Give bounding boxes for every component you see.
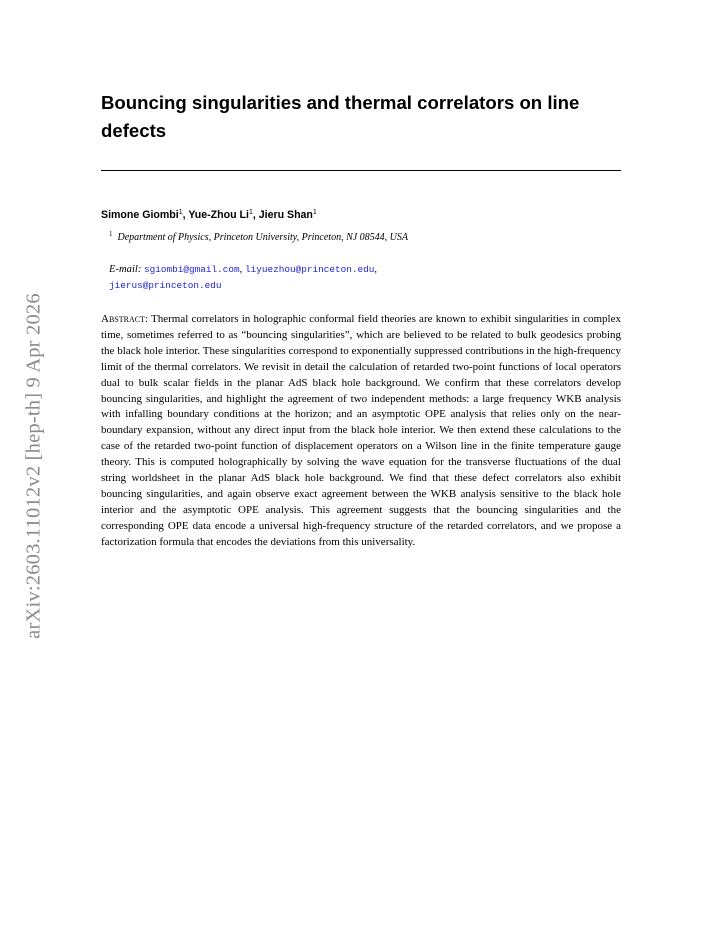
author-name: Jieru Shan xyxy=(258,209,313,221)
abstract-heading: Abstract: xyxy=(101,313,149,325)
arxiv-identifier: arXiv:2603.11012v2 [hep-th] 9 Apr 2026 xyxy=(22,293,45,639)
email-block xyxy=(109,262,529,294)
arxiv-stamp xyxy=(14,262,54,670)
email-label: E-mail: xyxy=(109,264,142,275)
author-separator: , xyxy=(182,209,189,221)
author-affiliation-mark: 1 xyxy=(178,209,183,216)
abstract xyxy=(101,312,621,551)
affiliation-mark: 1 xyxy=(109,230,113,238)
affiliation-text: Department of Physics, Princeton University, Princeton, NJ 08544, USA xyxy=(117,232,409,243)
email-link[interactable]: sgiombi@gmail.com xyxy=(144,264,240,275)
author-separator: , xyxy=(252,209,259,221)
abstract-text: Thermal correlators in holographic conformal field theories are known to exhibit singularities in complex time, sometimes referred to as “bouncing singularities”, which are believed to be related to bulk geodesics probing the black hole interior. These singularities correspond to exponentially suppressed contributions in the high-frequency limit of the thermal correlators. We revisit in detail the calculation of retarded two-point functions of local operators dual to bulk scalar fields in the planar AdS black hole background. We confirm that these correlators develop bouncing singularities, and highlight the agreement of two independent methods: a large frequency WKB analysis with infalling boundary conditions at the horizon; and an asymptotic OPE analysis that relies only on the near-boundary expansion, without any direct input from the black hole interior. We then extend these calculations to the case of the retarded two-point function of displacement operators on a Wilson line in the finite temperature gauge theory. This is computed holographically by solving the wave equation for the transverse fluctuations of the dual string worldsheet in the planar AdS black hole background. We find that these defect correlators also exhibit bouncing singularities, and again observe exact agreement between the WKB analysis sensitive to the black hole interior and the asymptotic OPE analysis. This agreement suggests that the bouncing singularities and the corresponding OPE data encode a universal high-frequency structure of the retarded correlators, and we propose a factorization formula that encodes the deviations from this universality. xyxy=(101,313,621,548)
author-name: Yue-Zhou Li xyxy=(188,209,249,221)
author-list xyxy=(101,208,317,222)
email-separator: , xyxy=(239,264,243,275)
email-link[interactable]: liyuezhou@princeton.edu xyxy=(244,264,375,275)
author-name: Simone Giombi xyxy=(101,209,179,221)
title-rule xyxy=(101,170,621,171)
email-link[interactable]: jierus@princeton.edu xyxy=(109,280,222,291)
email-separator: , xyxy=(374,264,378,275)
affiliation xyxy=(109,231,408,244)
author-affiliation-mark: 1 xyxy=(312,209,317,216)
paper-title: Bouncing singularities and thermal correlators on line defects xyxy=(101,92,580,141)
author-affiliation-mark: 1 xyxy=(248,209,253,216)
